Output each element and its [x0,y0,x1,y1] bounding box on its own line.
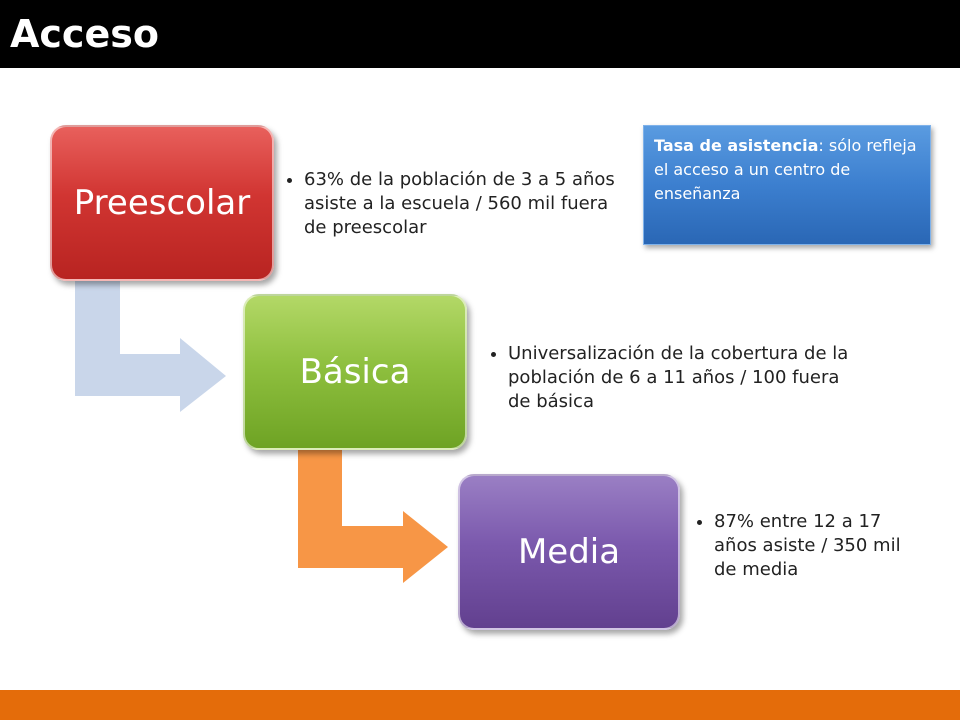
arrow-basica-media [298,450,448,583]
note-text: : sólo refleja el acceso a un centro de enseñanza [654,136,917,203]
stage-label: Media [517,532,621,572]
stage-label: Preescolar [73,183,251,223]
bullet-media [696,510,906,582]
bullet-preescolar [286,168,616,240]
page-title: Acceso [10,12,159,56]
bullet-text: • Universalización de la cobertura de la población de 6 a 11 años / 100 fuera de básica [508,342,850,414]
stage-media [458,474,680,630]
stage-label: Básica [299,352,411,392]
note-box [643,125,931,245]
note-bold: Tasa de asistencia [654,136,819,155]
bottom-bar [0,690,960,720]
bullet-basica [490,342,850,414]
bullet-text: • 87% entre 12 a 17 años asiste / 350 mil de media [714,510,906,582]
stage-basica [243,294,467,450]
stage-preescolar [50,125,274,281]
arrow-preescolar-basica [75,278,226,412]
bullet-text: • 63% de la población de 3 a 5 años asiste a la escuela / 560 mil fuera de preescolar [304,168,616,240]
